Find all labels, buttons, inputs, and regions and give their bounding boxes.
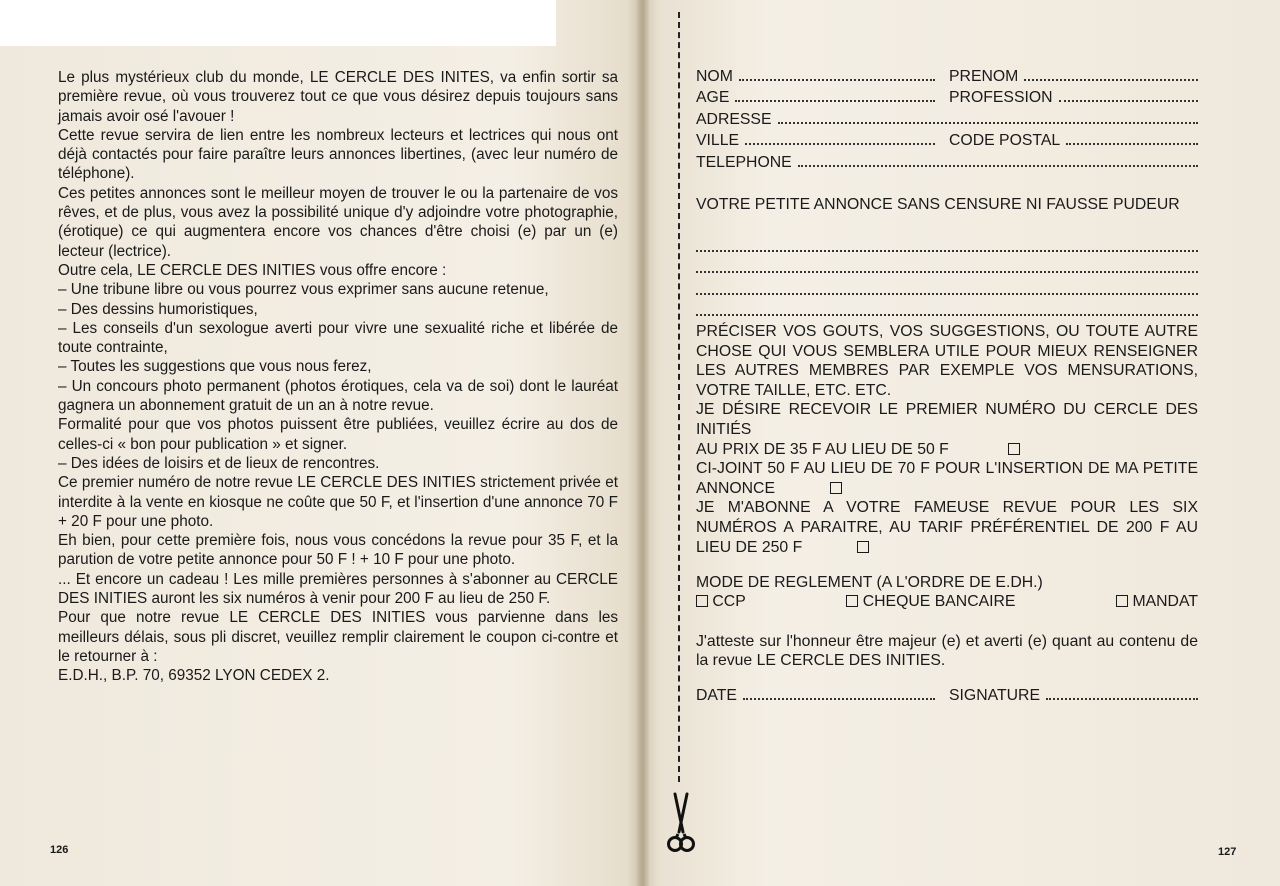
- option-first-issue: JE DÉSIRE RECEVOIR LE PREMIER NUMÉRO DU CERCLE DES INITIÉS: [696, 401, 1198, 439]
- checkbox-icon[interactable]: [1008, 443, 1020, 455]
- scissors-icon: [666, 792, 696, 856]
- order-coupon: [696, 68, 1198, 708]
- option-first-issue-price-row: [696, 440, 1198, 460]
- annonce-line[interactable]: [696, 295, 1198, 316]
- date-signature-row: [696, 687, 1198, 708]
- label-telephone: TELEPHONE: [696, 153, 792, 171]
- checkbox-icon[interactable]: [830, 482, 842, 494]
- option-subscription: JE M'ABONNE A VOTRE FAMEUSE REVUE POUR LES SIX NUMÉROS A PARAITRE, AU TARIF PRÉFÉRENTIEL DE 200 F AU LIEU DE 250 F: [696, 499, 1198, 556]
- field-prenom[interactable]: [1024, 79, 1198, 81]
- annonce-line[interactable]: [696, 273, 1198, 294]
- payment-option-label: MANDAT: [1132, 592, 1198, 610]
- field-ville[interactable]: [745, 143, 935, 145]
- option-ad-insertion: CI-JOINT 50 F AU LIEU DE 70 F POUR L'INSERTION DE MA PETITE ANNONCE: [696, 460, 1198, 497]
- paragraph: Eh bien, pour cette première fois, nous vous concédons la revue pour 35 F, et la parution de votre petite annonce pour 50 F ! + 10 F pour une photo.: [58, 532, 618, 569]
- left-page-text: [58, 68, 618, 686]
- annonce-line[interactable]: [696, 231, 1198, 252]
- payment-heading: MODE DE REGLEMENT (A L'ORDRE DE E.DH.): [696, 574, 1043, 592]
- checkbox-icon[interactable]: [846, 595, 858, 607]
- paragraph: Ces petites annonces sont le meilleur moyen de trouver le ou la partenaire de vos rêves, et de plus, vous avez la possibilité unique d'y adjoindre votre photographie, (érotique) ce qui augmentera encore vos chances d'être choisi (e) par un (e) lecteur (lectrice).: [58, 184, 618, 260]
- label-ville: VILLE: [696, 132, 740, 150]
- paragraph: ... Et encore un cadeau ! Les mille premières personnes à s'abonner au CERCLE DES INITIES auront les six numéros à venir pour 200 F au lieu de 250 F.: [58, 570, 618, 608]
- label-prenom: PRENOM: [949, 68, 1019, 85]
- field-code-postal[interactable]: [1066, 143, 1198, 145]
- option-first-issue-price: AU PRIX DE 35 F AU LIEU DE 50 F: [696, 440, 949, 458]
- label-age: AGE: [696, 89, 730, 107]
- label-signature: SIGNATURE: [949, 687, 1040, 705]
- option-ad-insertion-row: [696, 459, 1198, 498]
- mailing-address: E.D.H., B.P. 70, 69352 LYON CEDEX 2.: [58, 667, 330, 685]
- list-item: – Des dessins humoristiques,: [58, 300, 258, 318]
- field-date[interactable]: [743, 698, 935, 700]
- payment-option-label: CCP: [712, 592, 746, 610]
- name-row: [696, 68, 1198, 89]
- suggestions-text: PRÉCISER VOS GOUTS, VOS SUGGESTIONS, OU TOUTE AUTRE CHOSE QUI VOUS SEMBLERA UTILE POUR MIEUX RENSEIGNER LES AUTRES MEMBRES PAR EXEMPLE VOS MENSURATIONS, VOTRE TAILLE, ETC. ETC.: [696, 323, 1198, 399]
- option-subscription-row: [696, 498, 1198, 557]
- label-date: DATE: [696, 687, 737, 705]
- annonce-heading: VOTRE PETITE ANNONCE SANS CENSURE NI FAUSSE PUDEUR: [696, 195, 1180, 213]
- age-row: [696, 89, 1198, 110]
- paragraph: Pour que notre revue LE CERCLE DES INITIES vous parvienne dans les meilleurs délais, sous pli discret, veuillez remplir clairement le coupon ci-contre et le retourner à :: [58, 609, 618, 665]
- checkbox-icon[interactable]: [696, 595, 708, 607]
- payment-options: [696, 593, 1198, 614]
- label-nom: NOM: [696, 68, 733, 85]
- cut-line: [678, 12, 684, 782]
- field-nom[interactable]: [739, 79, 935, 81]
- book-gutter: [636, 0, 650, 886]
- label-code-postal: CODE POSTAL: [949, 132, 1061, 150]
- annonce-line[interactable]: [696, 252, 1198, 273]
- annonce-lines: [696, 231, 1198, 317]
- address-row: [696, 111, 1198, 132]
- attestation-text: J'atteste sur l'honneur être majeur (e) et averti (e) quant au contenu de la revue LE CERCLE DES INITIES.: [696, 632, 1198, 670]
- phone-row: [696, 154, 1198, 175]
- payment-option-label: CHEQUE BANCAIRE: [862, 592, 1016, 610]
- list-item: – Toutes les suggestions que vous nous ferez,: [58, 358, 372, 376]
- field-telephone[interactable]: [798, 165, 1198, 167]
- page-number-right: 127: [1218, 846, 1237, 858]
- city-row: [696, 132, 1198, 153]
- paragraph: Cette revue servira de lien entre les nombreux lecteurs et lectrices qui nous ont déjà contactés pour faire paraître leurs annonces libertines, (avec leur numéro de téléphone).: [58, 126, 618, 183]
- payment-option-mandat[interactable]: [1116, 593, 1198, 614]
- paragraph: Formalité pour que vos photos puissent être publiées, veuillez écrire au dos de celles-ci « bon pour publication » et signer.: [58, 416, 618, 453]
- payment-option-cheque[interactable]: [846, 593, 1015, 614]
- checkbox-icon[interactable]: [857, 541, 869, 553]
- paragraph: Ce premier numéro de notre revue LE CERCLE DES INITIES strictement privée et interdite à la vente en kiosque ne coûte que 50 F, et l'insertion d'une annonce 70 F + 20 F pour une photo.: [58, 474, 618, 530]
- paragraph: Le plus mystérieux club du monde, LE CERCLE DES INITES, va enfin sortir sa première revue, où vous trouverez tout ce que vous désirez depuis toujours sans jamais avoir osé l'avouer !: [58, 69, 618, 125]
- field-profession[interactable]: [1059, 100, 1198, 102]
- page-number-left: 126: [50, 844, 69, 856]
- checkbox-icon[interactable]: [1116, 595, 1128, 607]
- list-item: – Un concours photo permanent (photos érotiques, cela va de soi) dont le lauréat gagnera un abonnement gratuit de un an à notre revue.: [58, 377, 618, 415]
- paper-strip: [0, 0, 556, 46]
- list-item: – Des idées de loisirs et de lieux de rencontres.: [58, 454, 380, 472]
- field-adresse[interactable]: [778, 122, 1199, 124]
- paragraph: Outre cela, LE CERCLE DES INITIES vous offre encore :: [58, 261, 447, 279]
- field-age[interactable]: [735, 100, 935, 102]
- list-item: – Une tribune libre ou vous pourrez vous exprimer sans aucune retenue,: [58, 281, 549, 299]
- list-item: – Les conseils d'un sexologue averti pour vivre une sexualité riche et libérée de toute contrainte,: [58, 319, 618, 357]
- field-signature[interactable]: [1046, 698, 1198, 700]
- label-profession: PROFESSION: [949, 89, 1053, 107]
- label-adresse: ADRESSE: [696, 110, 772, 128]
- payment-option-ccp[interactable]: [696, 593, 746, 614]
